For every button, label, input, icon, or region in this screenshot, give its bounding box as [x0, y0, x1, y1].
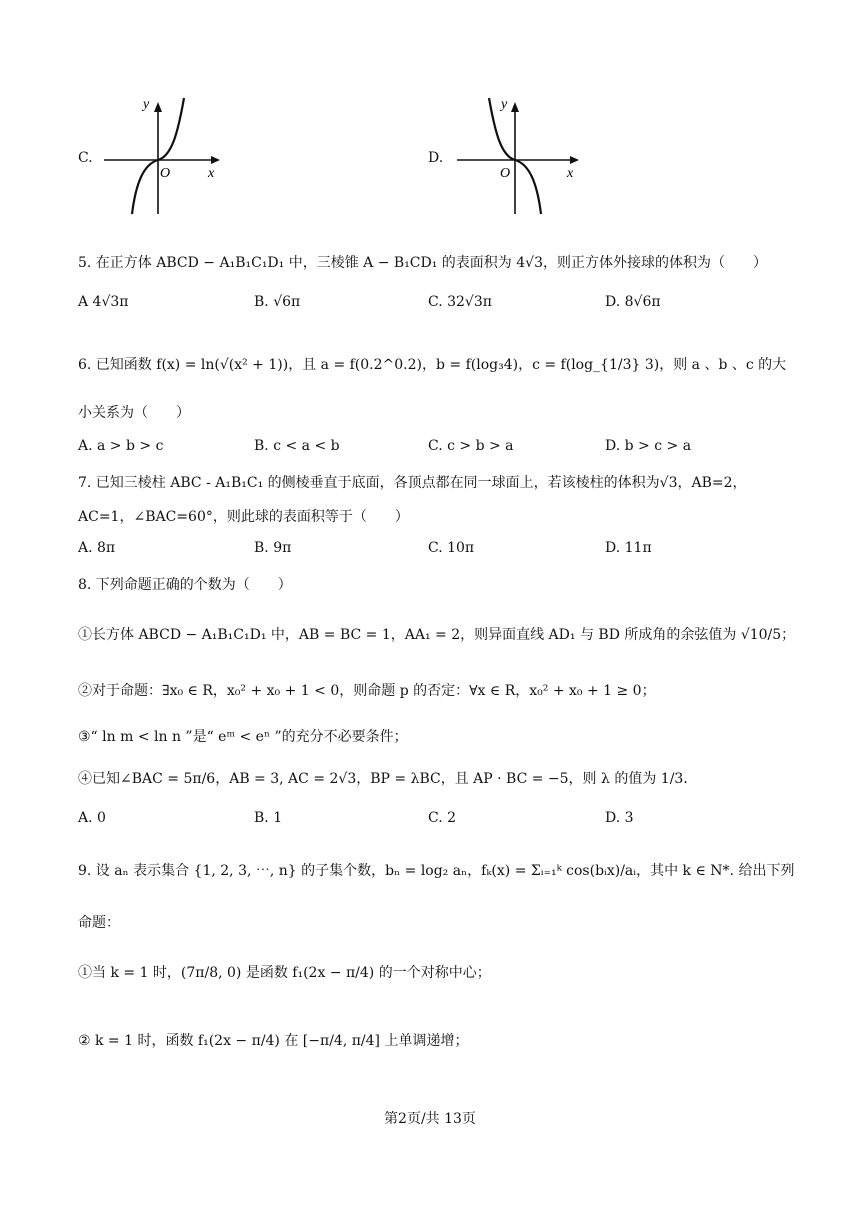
q8-item-4: ④已知∠BAC = 5π/6，AB = 3, AC = 2√3，BP = λBC，且 AP · BC = −5，则 λ 的值为 1/3.	[78, 771, 688, 787]
x-arrow-icon	[211, 156, 220, 164]
option-c-label: C.	[78, 150, 93, 166]
q8-option-a[interactable]: A. 0	[78, 810, 106, 826]
q8-item-3: ③“ ln m < ln n ”是“ eᵐ < eⁿ ”的充分不必要条件；	[78, 729, 408, 745]
q8-option-d[interactable]: D. 3	[605, 810, 634, 826]
q5-option-d[interactable]: D. 8√6π	[605, 294, 661, 310]
y-arrow-icon	[511, 102, 519, 112]
q6-option-d[interactable]: D. b > c > a	[605, 438, 692, 454]
q8-item-2: ②对于命题：∃x₀ ∈ R，x₀² + x₀ + 1 < 0，则命题 p 的否定：∀x ∈ R，x₀² + x₀ + 1 ≥ 0；	[78, 683, 656, 699]
x-label: x	[567, 166, 574, 181]
q9-item-2: ② k = 1 时，函数 f₁(2x − π/4) 在 [−π/4, π/4] 上单调递增；	[78, 1033, 469, 1049]
graph-d	[455, 92, 590, 222]
q5-stem: 5. 在正方体 ABCD − A₁B₁C₁D₁ 中，三棱锥 A − B₁CD₁ 的表面积为 4√3，则正方体外接球的体积为（ ）	[78, 255, 767, 271]
q5-option-a[interactable]: A 4√3π	[78, 294, 129, 310]
q6-option-c[interactable]: C. c > b > a	[428, 438, 514, 454]
q6-option-a[interactable]: A. a > b > c	[78, 438, 164, 454]
q9-stem: 9. 设 aₙ 表示集合 {1, 2, 3, ⋯, n} 的子集个数，bₙ = log₂ aₙ，fₖ(x) = Σᵢ₌₁ᵏ cos(bᵢx)/aᵢ，其中 k ∈ N*. 给出下列	[78, 863, 795, 879]
q5-option-b[interactable]: B. √6π	[254, 294, 301, 310]
origin-label: O	[500, 166, 511, 181]
q8-item-1: ①长方体 ABCD − A₁B₁C₁D₁ 中，AB = BC = 1，AA₁ = 2，则异面直线 AD₁ 与 BD 所成角的余弦值为 √10/5；	[78, 627, 796, 643]
option-d-label: D.	[428, 150, 444, 166]
q9-stem-line2: 命题：	[78, 915, 120, 931]
x-arrow-icon	[570, 156, 579, 164]
q9-item-1: ①当 k = 1 时，(7π/8, 0) 是函数 f₁(2x − π/4) 的一个对称中心；	[78, 965, 491, 981]
q7-option-b[interactable]: B. 9π	[254, 540, 292, 556]
graph-c	[100, 92, 230, 222]
q7-option-c[interactable]: C. 10π	[428, 540, 475, 556]
q7-option-d[interactable]: D. 11π	[605, 540, 652, 556]
q8-stem: 8. 下列命题正确的个数为（ ）	[78, 577, 292, 593]
page-footer: 第2页/共 13页	[384, 1111, 476, 1127]
q7-option-a[interactable]: A. 8π	[78, 540, 116, 556]
q7-stem: 7. 已知三棱柱 ABC - A₁B₁C₁ 的侧棱垂直于底面，各顶点都在同一球面上，若该棱柱的体积为√3，AB=2，	[78, 475, 747, 491]
y-label: y	[143, 97, 150, 112]
q8-option-b[interactable]: B. 1	[254, 810, 283, 826]
x-label: x	[208, 166, 215, 181]
origin-label: O	[160, 166, 171, 181]
y-label: y	[501, 97, 508, 112]
y-arrow-icon	[154, 102, 162, 112]
q6-stem-line2: 小关系为（ ）	[78, 405, 190, 421]
q6-stem: 6. 已知函数 f(x) = ln(√(x² + 1))，且 a = f(0.2^0.2)，b = f(log₃4)，c = f(log_{1/3} 3)，则 a 、b 、c 的大	[78, 357, 787, 373]
q6-option-b[interactable]: B. c < a < b	[254, 438, 340, 454]
q8-option-c[interactable]: C. 2	[428, 810, 457, 826]
q7-stem-line2: AC=1，∠BAC=60°，则此球的表面积等于（ ）	[78, 509, 409, 525]
q5-option-c[interactable]: C. 32√3π	[428, 294, 492, 310]
